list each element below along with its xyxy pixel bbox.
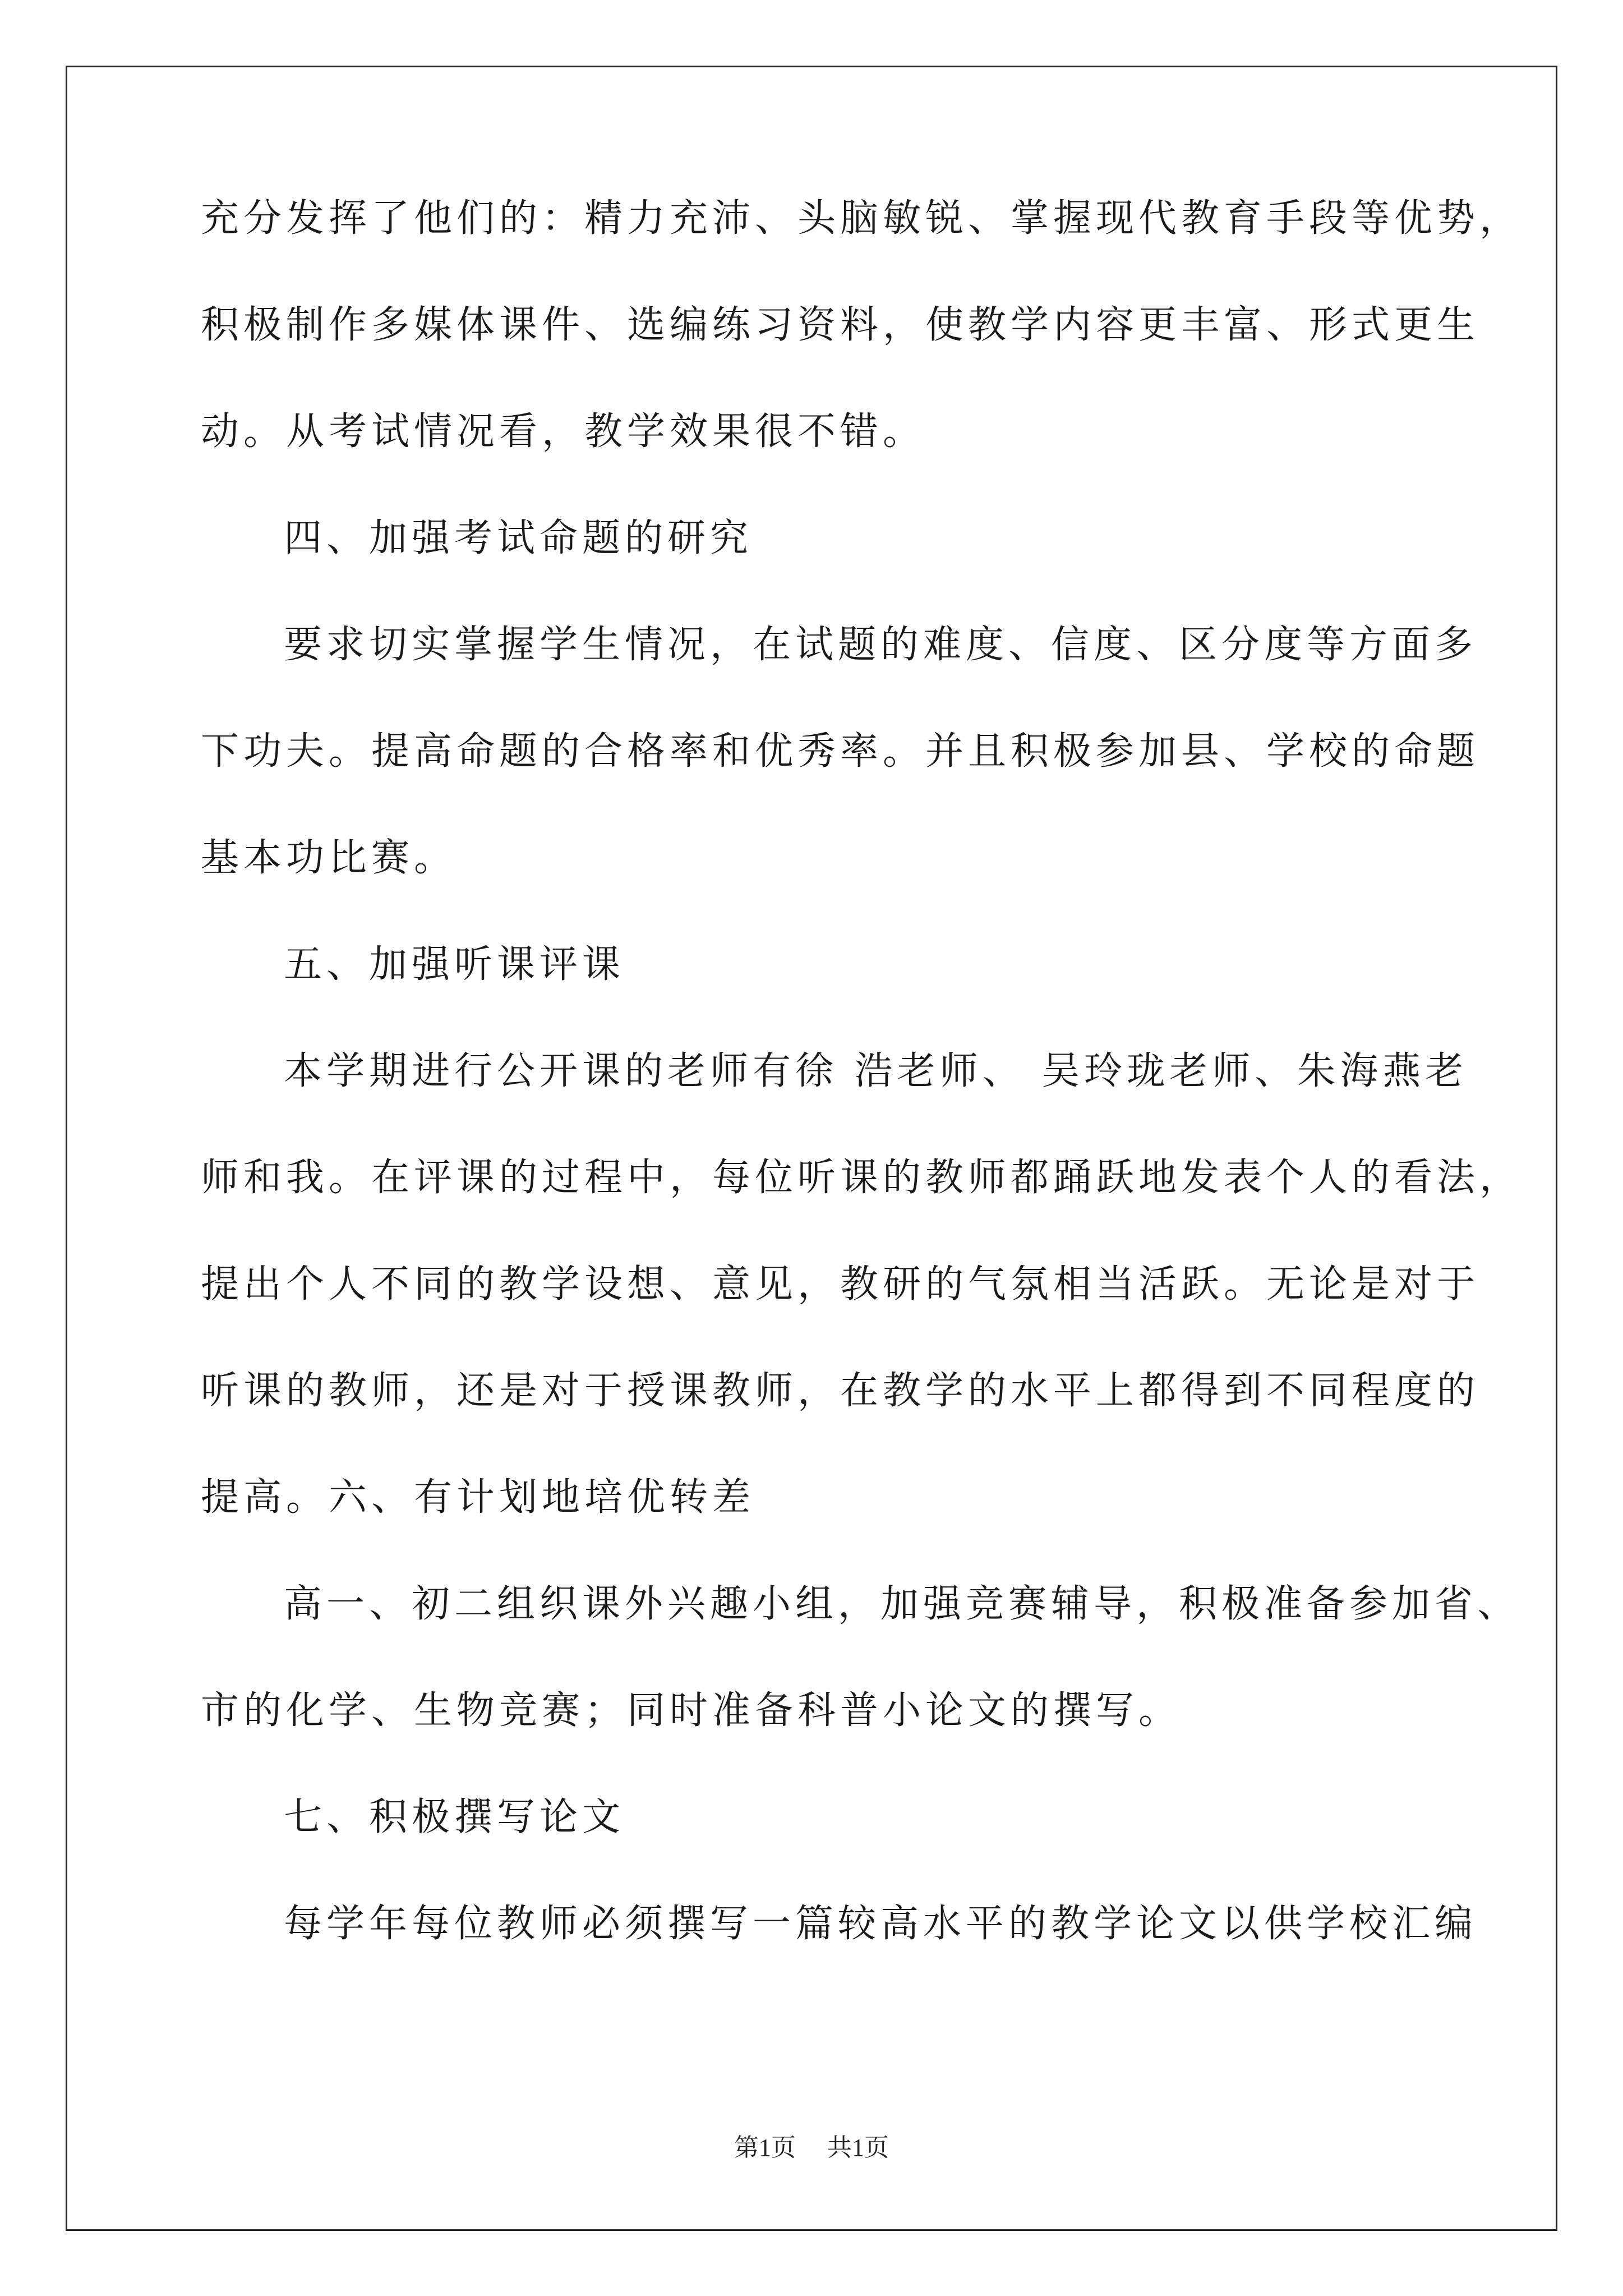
text-line: 基本功比赛。 [201,836,457,880]
page-number-total: 共1页 [827,2134,889,2161]
text-line: 市的化学、生物竞赛；同时准备科普小论文的撰写。 [201,1688,1182,1733]
text-line: 每学年每位教师必须撰写一篇较高水平的教学论文以供学校汇编 [284,1902,1478,1946]
text-line: 听课的教师，还是对于授课教师，在教学的水平上都得到不同程度的 [201,1369,1480,1413]
text-line: 要求切实掌握学生情况，在试题的难度、信度、区分度等方面多 [284,623,1478,667]
page-footer [0,2133,1623,2163]
page-number-current: 第1页 [734,2134,796,2161]
text-line: 师和我。在评课的过程中，每位听课的教师都踊跃地发表个人的看法， [201,1156,1523,1200]
text-line: 本学期进行公开课的老师有徐 浩老师、 吴玲珑老师、朱海燕老 [284,1049,1468,1093]
text-line: 积极制作多媒体课件、选编练习资料，使教学内容更丰富、形式更生 [201,303,1480,347]
section-heading: 四、加强考试命题的研究 [284,516,753,560]
text-line: 高一、初二组织课外兴趣小组，加强竞赛辅导，积极准备参加省、 [284,1582,1520,1626]
section-heading: 五、加强听课评课 [284,942,625,987]
text-line: 提出个人不同的教学设想、意见，教研的气氛相当活跃。无论是对于 [201,1262,1480,1306]
text-line: 动。从考试情况看，教学效果很不错。 [201,409,926,454]
text-line: 充分发挥了他们的：精力充沛、头脑敏锐、掌握现代教育手段等优势， [201,196,1523,241]
section-heading: 七、积极撰写论文 [284,1795,625,1839]
text-line: 下功夫。提高命题的合格率和优秀率。并且积极参加县、学校的命题 [201,729,1480,774]
text-line: 提高。六、有计划地培优转差 [201,1475,755,1520]
